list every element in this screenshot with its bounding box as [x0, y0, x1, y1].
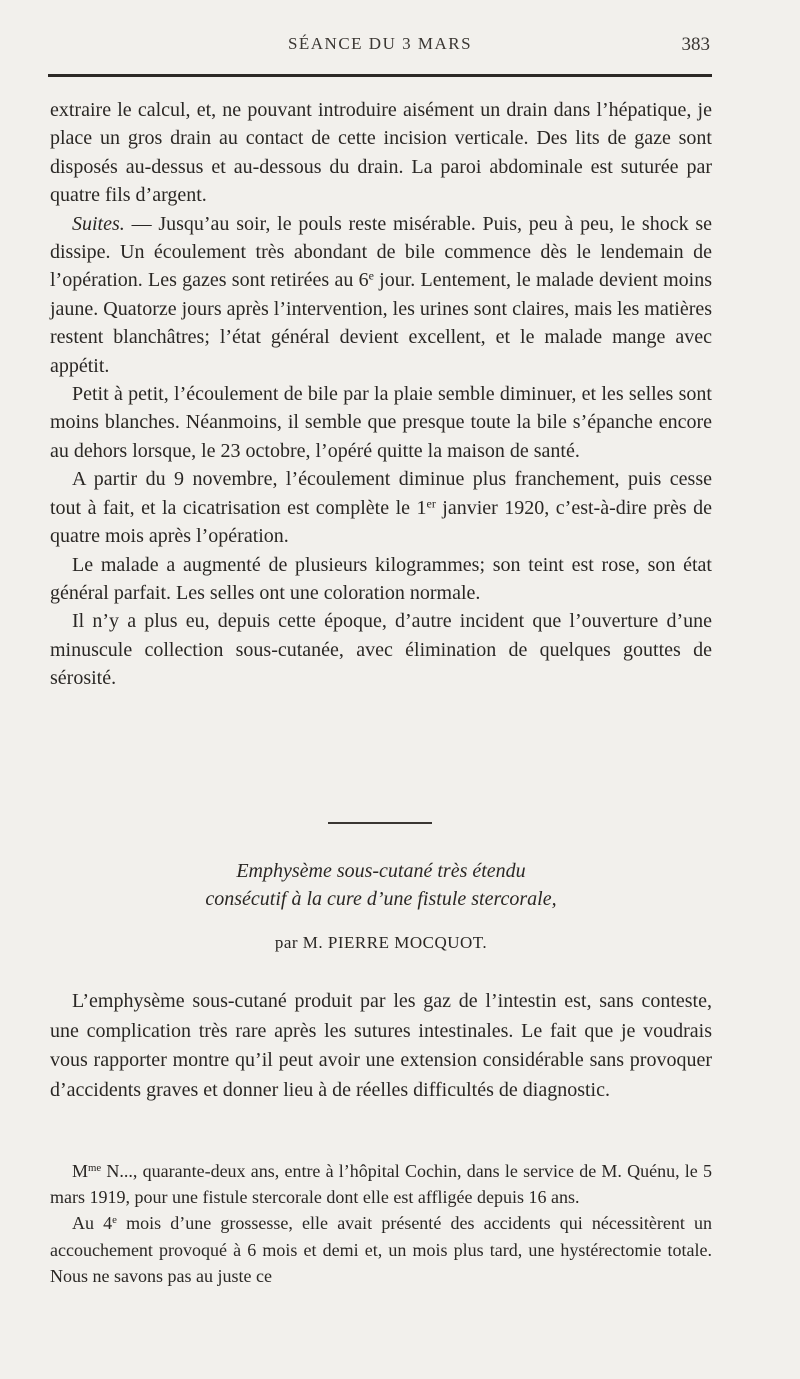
paragraph-november — [50, 465, 712, 550]
history-text-start: Au 4 — [72, 1213, 113, 1234]
suites-text-part1: — Jusqu’au soir, le pouls reste misérable. Puis, peu à peu, le shock se dissipe. Un écoulement très abondant de bile commence dès le lendemain de l’opération. Les gazes sont retirées au 6 — [50, 212, 713, 292]
superscript-e-history: e — [112, 1214, 117, 1227]
paragraph-incident: Il n’y a plus eu, depuis cette époque, d’autre incident que l’ouverture d’une minuscule collection sous-cutanée, avec élimination de quelques gouttes de sérosité. — [50, 610, 712, 690]
running-head: SÉANCE DU 3 MARS — [287, 34, 473, 53]
article-title-line-2: consécutif à la cure d’une fistule stercorale, — [205, 888, 557, 910]
suites-label: Suites. — [72, 212, 125, 235]
paragraph-suites — [50, 210, 712, 380]
page-number: 383 — [681, 34, 710, 55]
paragraph-introduction: L’emphysème sous-cutané produit par les gaz de l’intestin est, sans conteste, une complication très rare après les sutures intestinales. Le fait que je voudrais vous rapporter montre qu’il peut avoir une extension considérable sans provoquer d’accidents graves et donner lieu à de réelles difficultés de diagnostic. — [50, 990, 712, 1101]
article-title-line-1: Emphysème sous-cutané très étendu — [236, 860, 526, 882]
paragraph-history — [50, 1210, 712, 1289]
case-report-continuation — [50, 96, 712, 693]
page-header — [50, 34, 710, 62]
november-text-part1: A partir du 9 novembre, l’écoulement diminue plus franchement, puis cesse tout à fait, et la cicatrisation est complète le 1 — [50, 468, 712, 519]
paragraph-weight: Le malade a augmenté de plusieurs kilogrammes; son teint est rose, son état général parfait. Les selles ont une coloration normale. — [50, 553, 712, 604]
section-separator — [328, 822, 432, 824]
header-rule — [48, 74, 712, 77]
mme-prefix: M — [72, 1161, 89, 1181]
suites-text-part2: jour. Lentement, le malade devient moins jaune. Quatorze jours après l’intervention, les urines sont claires, mais les matières restent blanchâtres; l’état général devient excellent, et le malade mange avec appétit. — [50, 269, 713, 377]
article-author: par M. PIERRE MOCQUOT. — [274, 933, 488, 952]
paragraph-progress: Petit à petit, l’écoulement de bile par la plaie semble diminuer, et les selles sont moins blanches. Néanmoins, il semble que presque toute la bile s’épanche encore au dehors lorsque, le 23 octobre, l’opéré quitte la maison de santé. — [50, 383, 712, 462]
patient-text: N..., quarante-deux ans, entre à l’hôpital Cochin, dans le service de M. Quénu, le 5 mars 1919, pour une fistule stercorale dont elle est affligée depuis 16 ans. — [50, 1161, 712, 1208]
history-text: mois d’une grossesse, elle avait présenté des accidents qui nécessitèrent un accouchement provoqué à 6 mois et demi et, un mois plus tard, une hystérectomie totale. Nous ne savons pas au juste ce — [50, 1213, 712, 1286]
article-introduction — [50, 987, 712, 1105]
superscript-me: me — [88, 1162, 102, 1175]
article-title — [50, 857, 712, 913]
superscript-e: e — [368, 268, 374, 283]
paragraph-operation: extraire le calcul, et, ne pouvant introduire aisément un drain dans l’hépatique, je place un gros drain au contact de cette incision verticale. Des lits de gaze sont disposés au-dessus et au-dessous du drain. La paroi abdominale est suturée par quatre fils d’argent. — [50, 99, 712, 207]
case-description — [50, 1158, 712, 1289]
november-text-part2: janvier 1920, c’est-à-dire près de quatre mois après l’opération. — [50, 496, 712, 548]
paragraph-patient — [50, 1158, 712, 1210]
superscript-er: er — [426, 496, 436, 511]
